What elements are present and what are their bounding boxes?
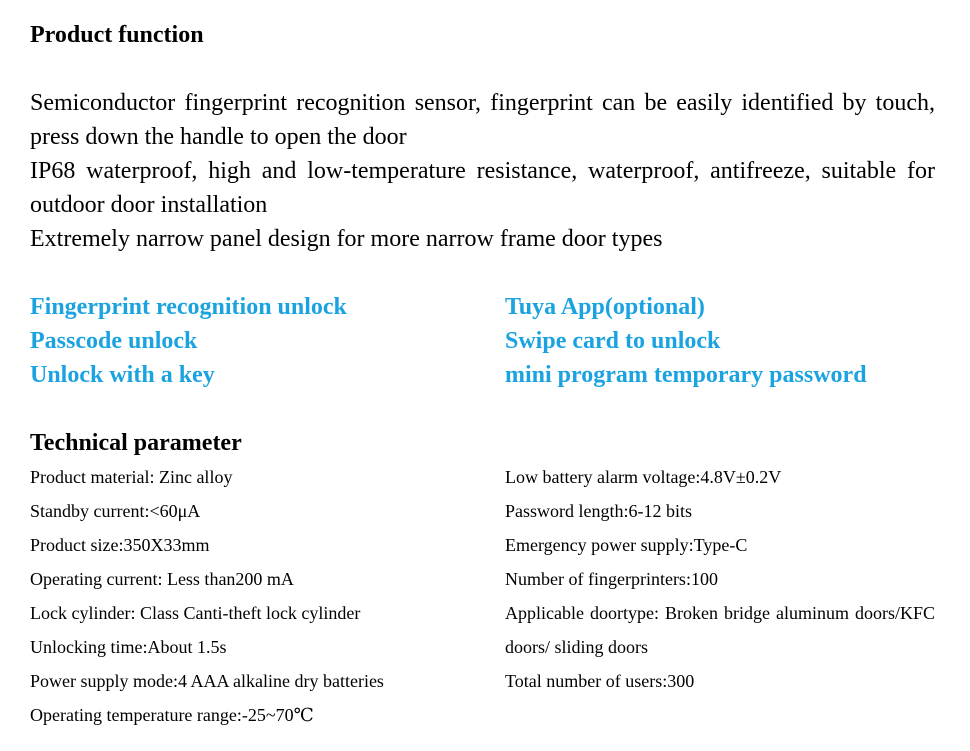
description-paragraph: IP68 waterproof, high and low-temperature resistance, waterproof, antifreeze, suitable for outdoor door installation xyxy=(30,158,935,218)
param-door-type: Applicable doortype: Broken bridge aluminum doors/KFC doors/ sliding doors xyxy=(505,603,935,657)
parameters-left-column xyxy=(30,460,470,732)
param-material: Product material: Zinc alloy xyxy=(30,467,233,487)
param-total-users: Total number of users:300 xyxy=(505,671,695,691)
param-operating-current: Operating current: Less than200 mA xyxy=(30,569,294,589)
parameters-right-column xyxy=(505,460,935,698)
param-emergency-power: Emergency power supply:Type-C xyxy=(505,535,748,555)
param-password-length: Password length:6-12 bits xyxy=(505,501,692,521)
param-operating-temperature: Operating temperature range:-25~70℃ xyxy=(30,705,314,725)
product-function-heading: Product function xyxy=(30,22,204,48)
product-description xyxy=(30,86,935,256)
param-unlocking-time: Unlocking time:About 1.5s xyxy=(30,637,227,657)
unlock-method-key: Unlock with a key xyxy=(30,362,215,388)
param-low-battery-voltage: Low battery alarm voltage:4.8V±0.2V xyxy=(505,467,782,487)
unlock-method-card: Swipe card to unlock xyxy=(505,328,721,354)
param-power-supply: Power supply mode:4 AAA alkaline dry batteries xyxy=(30,671,384,691)
param-lock-cylinder: Lock cylinder: Class Canti-theft lock cylinder xyxy=(30,603,361,623)
param-fingerprint-count: Number of fingerprinters:100 xyxy=(505,569,718,589)
description-paragraph: Extremely narrow panel design for more narrow frame door types xyxy=(30,226,663,252)
unlock-method-temp-password: mini program temporary password xyxy=(505,362,867,388)
technical-parameter-heading: Technical parameter xyxy=(30,430,242,456)
unlock-methods-right-column xyxy=(505,290,867,392)
description-paragraph: Semiconductor fingerprint recognition sensor, fingerprint can be easily identified by touch, press down the handle to open the door xyxy=(30,90,935,150)
unlock-method-tuya-app: Tuya App(optional) xyxy=(505,294,705,320)
param-product-size: Product size:350X33mm xyxy=(30,535,210,555)
unlock-methods-left-column xyxy=(30,290,347,392)
unlock-method-fingerprint: Fingerprint recognition unlock xyxy=(30,294,347,320)
param-standby-current: Standby current:<60μA xyxy=(30,501,201,521)
unlock-method-passcode: Passcode unlock xyxy=(30,328,198,354)
